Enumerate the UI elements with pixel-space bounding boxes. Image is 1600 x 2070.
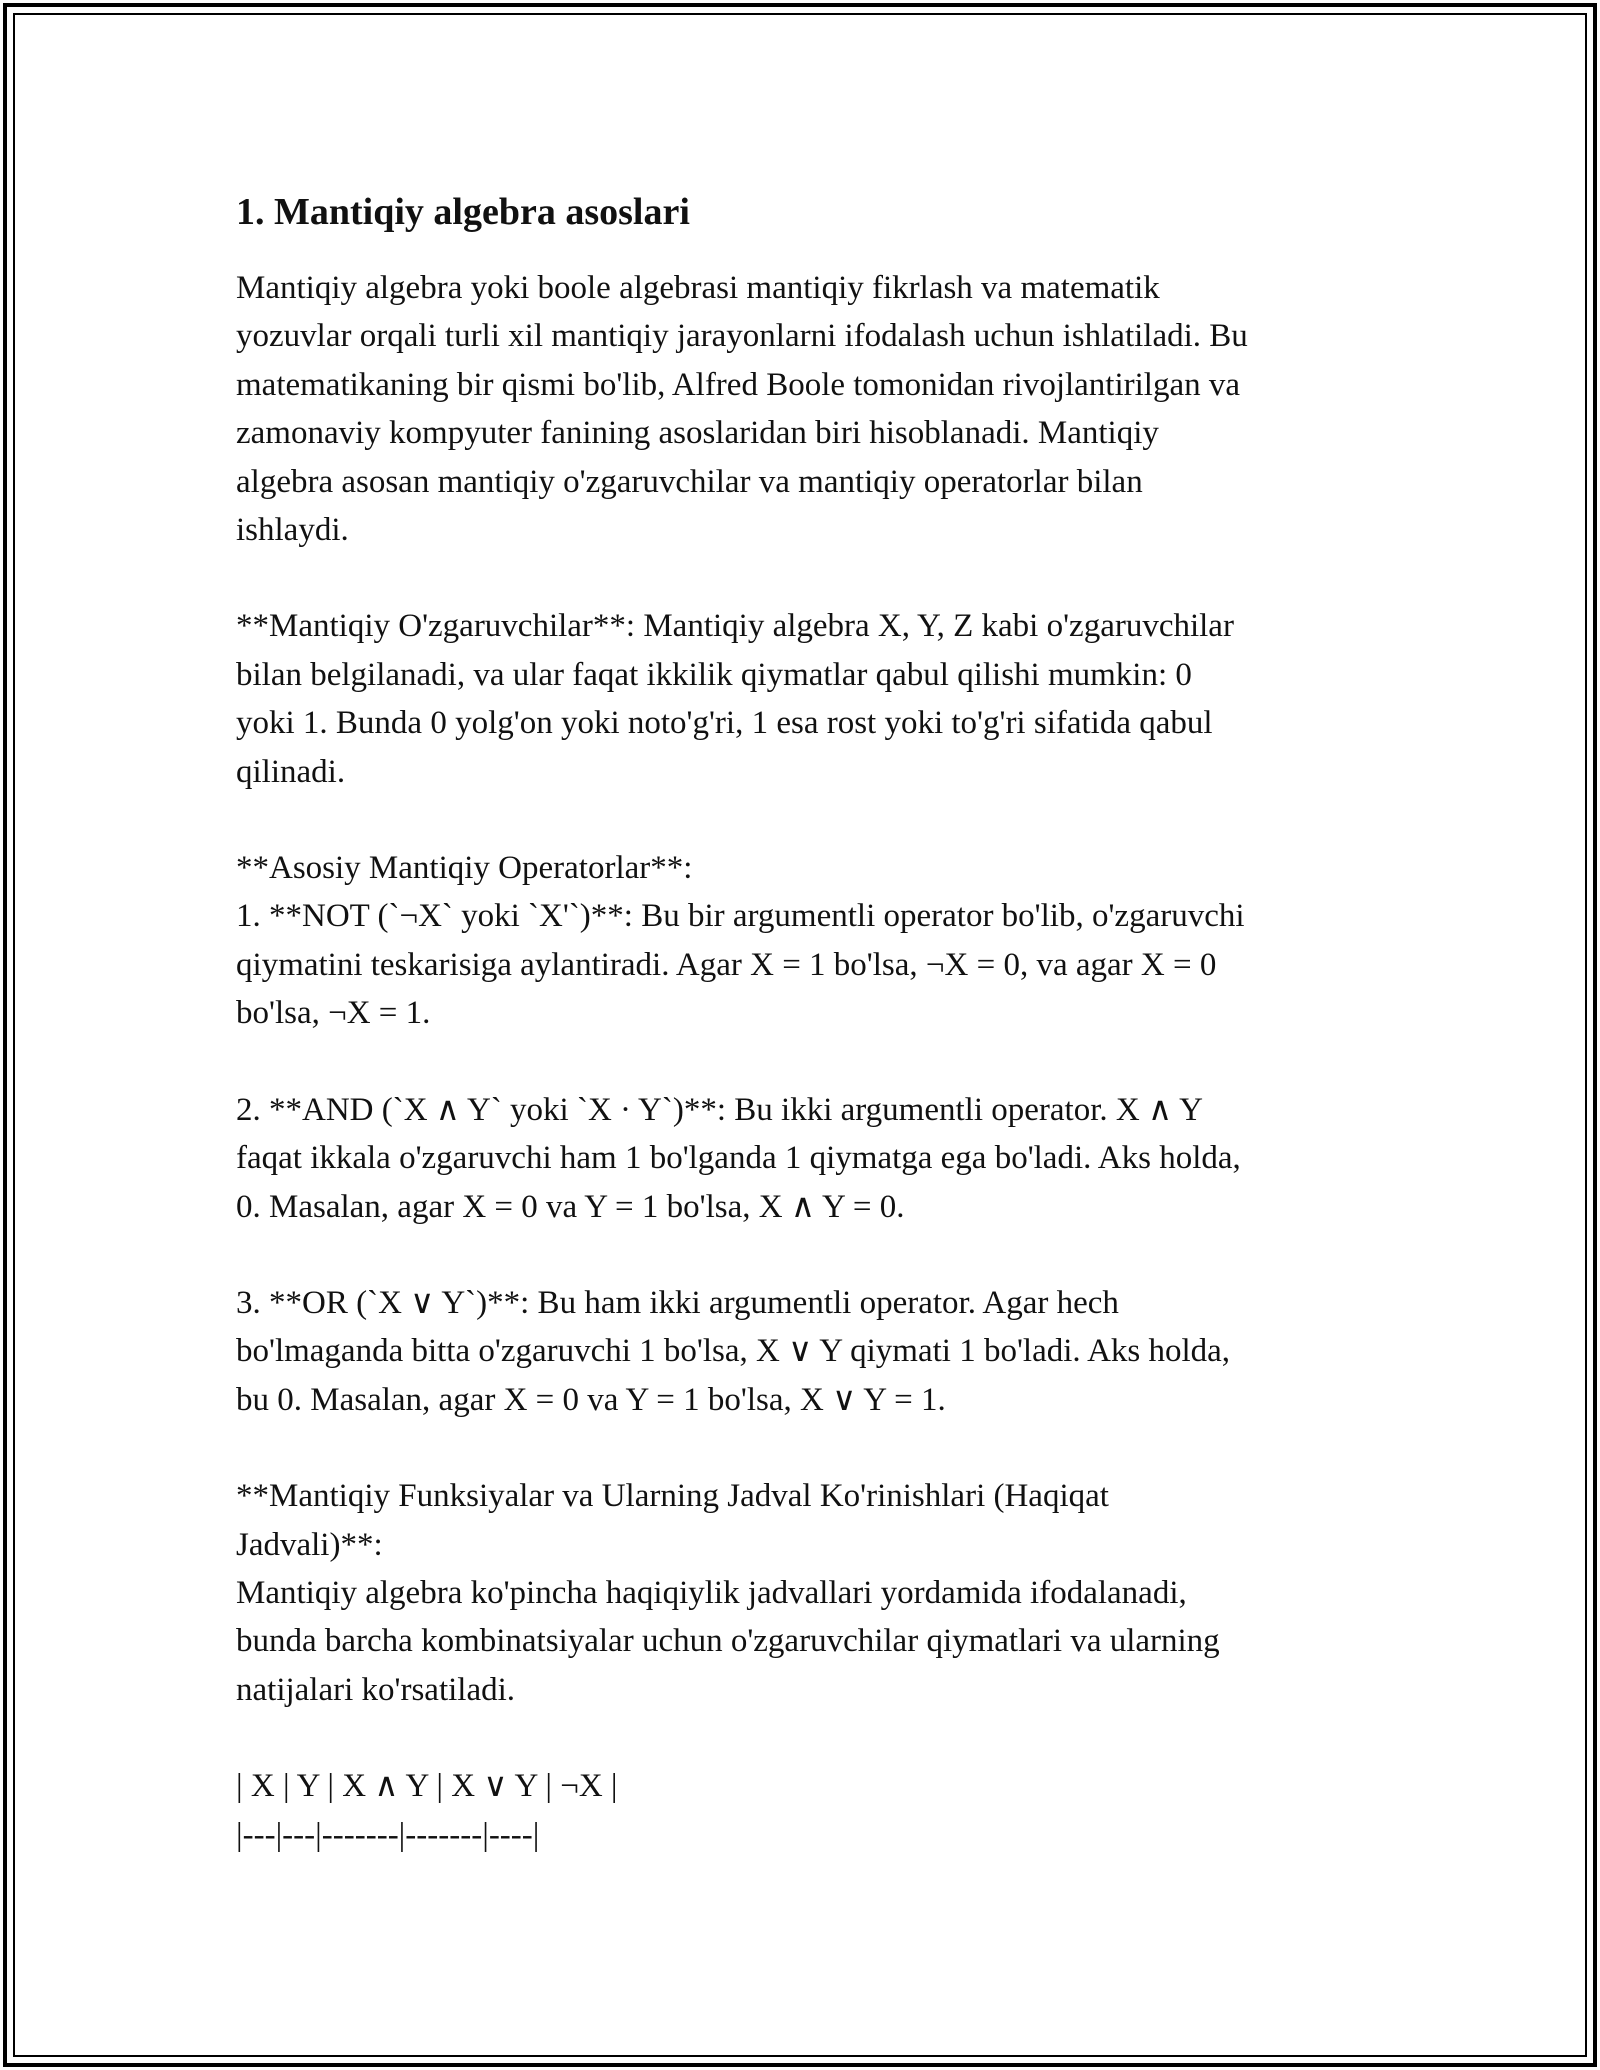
text-line: bo'lmaganda bitta o'zgaruvchi 1 bo'lsa, X ∨ Y qiymati 1 bo'ladi. Aks holda, [236, 1333, 1231, 1370]
text-line: algebra asosan mantiqiy o'zgaruvchilar va mantiqiy operatorlar bilan [236, 463, 1143, 500]
text-line: yoki 1. Bunda 0 yolg'on yoki noto'g'ri, 1 esa rost yoki to'g'ri sifatida qabul [236, 705, 1213, 742]
text-line: **Asosiy Mantiqiy Operatorlar**: [236, 850, 693, 887]
paragraph-operators-not [236, 844, 1376, 1038]
text-line: **Mantiqiy Funksiyalar va Ularning Jadval Ko'rinishlari (Haqiqat [236, 1478, 1109, 1515]
text-line: 2. **AND (`X ∧ Y` yoki `X · Y`)**: Bu ikki argumentli operator. X ∧ Y [236, 1091, 1203, 1128]
paragraph-truth-tables [236, 1472, 1376, 1714]
text-line: faqat ikkala o'zgaruvchi ham 1 bo'lganda 1 qiymatga ega bo'ladi. Aks holda, [236, 1140, 1241, 1177]
text-line: 1. **NOT (`¬X` yoki `X'`)**: Bu bir argumentli operator bo'lib, o'zgaruvchi [236, 898, 1245, 935]
text-line: Mantiqiy algebra yoki boole algebrasi mantiqiy fikrlash va matematik [236, 270, 1160, 306]
table-header-line: | X | Y | X ∧ Y | X ∨ Y | ¬X | [236, 1768, 618, 1805]
text-line: qilinadi. [236, 753, 346, 790]
text-line: bu 0. Masalan, agar X = 0 va Y = 1 bo'lsa, X ∨ Y = 1. [236, 1381, 946, 1418]
truth-table-markdown [236, 1762, 1376, 1859]
text-line: ishlaydi. [236, 512, 349, 549]
text-line: yozuvlar orqali turli xil mantiqiy jarayonlarni ifodalash uchun ishlatiladi. Bu [236, 318, 1248, 355]
text-line: bunda barcha kombinatsiyalar uchun o'zgaruvchilar qiymatlari va ularning [236, 1623, 1220, 1660]
document-content [236, 186, 1376, 1907]
text-line: qiymatini teskarisiga aylantiradi. Agar X = 1 bo'lsa, ¬X = 0, va agar X = 0 [236, 946, 1217, 983]
text-line: 3. **OR (`X ∨ Y`)**: Bu ham ikki argumentli operator. Agar hech [236, 1284, 1119, 1321]
paragraph-variables [236, 602, 1376, 796]
text-line: Mantiqiy algebra ko'pincha haqiqiylik jadvallari yordamida ifodalanadi, [236, 1574, 1187, 1611]
text-line: bo'lsa, ¬X = 1. [236, 995, 431, 1032]
text-line: 0. Masalan, agar X = 0 va Y = 1 bo'lsa, X ∧ Y = 0. [236, 1188, 905, 1225]
document-title: 1. Mantiqiy algebra asoslari [236, 191, 690, 233]
text-line: **Mantiqiy O'zgaruvchilar**: Mantiqiy algebra X, Y, Z kabi o'zgaruvchilar [236, 608, 1234, 645]
text-line: zamonaviy kompyuter fanining asoslaridan biri hisoblanadi. Mantiqiy [236, 415, 1159, 452]
text-line: matematikaning bir qismi bo'lib, Alfred Boole tomonidan rivojlantirilgan va [236, 366, 1241, 403]
table-separator-line: |---|---|-------|-------|----| [236, 1816, 540, 1853]
paragraph-intro [236, 264, 1376, 554]
text-line: bilan belgilanadi, va ular faqat ikkilik qiymatlar qabul qilishi mumkin: 0 [236, 656, 1192, 693]
text-line: Jadvali)**: [236, 1526, 383, 1563]
paragraph-operator-and [236, 1086, 1376, 1231]
text-line: natijalari ko'rsatiladi. [236, 1671, 516, 1708]
paragraph-operator-or [236, 1279, 1376, 1424]
